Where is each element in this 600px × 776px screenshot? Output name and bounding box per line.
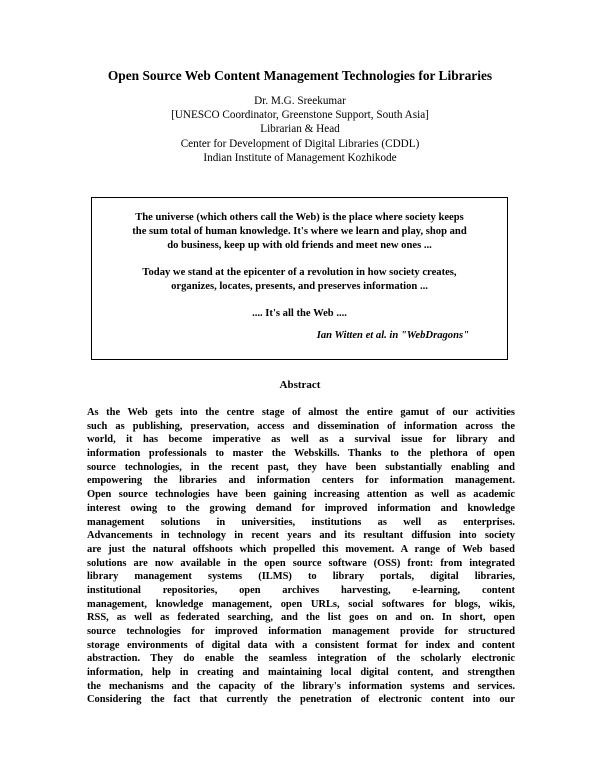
abstract-line: are just the natural offshoots which propelled this movement. A range of Web based [87,543,515,555]
abstract-heading: Abstract [279,379,321,391]
abstract-line: interest owing to the growing demand for improved information and knowledge [87,502,515,514]
abstract-line: RSS, as well as federated searching, and the list goes on and on. In short, open [87,612,515,624]
abstract-body [87,406,515,707]
abstract-line: management, knowledge management, open URLs, social softwares for blogs, wikis, [87,598,515,610]
author-block [0,94,600,165]
abstract-line: management solutions in universities, institutions as well as enterprises. [87,516,515,528]
author-institution: Indian Institute of Management Kozhikode [203,151,397,164]
epigraph-line: Today we stand at the epicenter of a revolution in how society creates, [142,267,457,278]
epigraph-line: the sum total of human knowledge. It's where we learn and play, shop and [132,226,467,238]
abstract-line: such as publishing, preservation, access and dissemination of information across the [87,420,515,432]
abstract-line: abstraction. They do enable the seamless integration of the scholarly electronic [87,653,515,665]
abstract-line: information, help in creating and maintaining local digital content, and strengthen [87,667,515,679]
epigraph-line: do business, keep up with old friends and meet new ones ... [167,240,432,252]
abstract-line: information professionals to master the Webskills. Thanks to the plethora of open [87,448,515,460]
abstract-line: storage environments of digital data with a consistent format for index and content [87,639,515,651]
abstract-line: Considering the fact that currently the penetration of electronic content into our [87,694,515,706]
abstract-line: institutional repositories, open archives harvesting, e-learning, content [87,584,515,596]
abstract-line: the mechanisms and the capacity of the library's information systems and services. [87,680,515,692]
abstract-line: source technologies for improved information management provide for structured [87,626,515,637]
abstract-line: library management systems (ILMS) to library portals, digital libraries, [87,571,515,583]
abstract-line: As the Web gets into the centre stage of almost the entire gamut of our activities [87,407,515,418]
abstract-line: Advancements in technology in recent years and its resultant diffusion into society [87,530,515,542]
author-department: Center for Development of Digital Libraries (CDDL) [180,137,420,150]
abstract-line: Open source technologies have been gaining increasing attention as well as academic [87,489,515,501]
abstract-line: empowering the libraries and information centers for information management. [87,475,515,487]
epigraph-line: The universe (which others call the Web) is the place where society keeps [135,212,464,223]
abstract-line: world, it has become imperative as well as a survival issue for library and [87,434,515,446]
abstract-line: source technologies, in the recent past, they have been substantially enabling and [87,461,515,473]
epigraph-line: organizes, locates, presents, and preserves information ... [171,281,428,293]
author-position: Librarian & Head [260,123,340,136]
epigraph-paragraph-2 [92,266,507,294]
abstract-line: solutions are now available in the open source software (OSS) front: from integrated [87,557,515,569]
epigraph-paragraph-3: .... It's all the Web .... [252,308,347,319]
epigraph-paragraph-1 [92,211,507,254]
epigraph-attribution: Ian Witten et al. in "WebDragons" [316,330,469,341]
author-name: Dr. M.G. Sreekumar [254,95,346,107]
author-role: [UNESCO Coordinator, Greenstone Support, South Asia] [171,109,429,122]
epigraph-box [91,197,508,360]
paper-title: Open Source Web Content Management Technologies for Libraries [107,68,493,83]
